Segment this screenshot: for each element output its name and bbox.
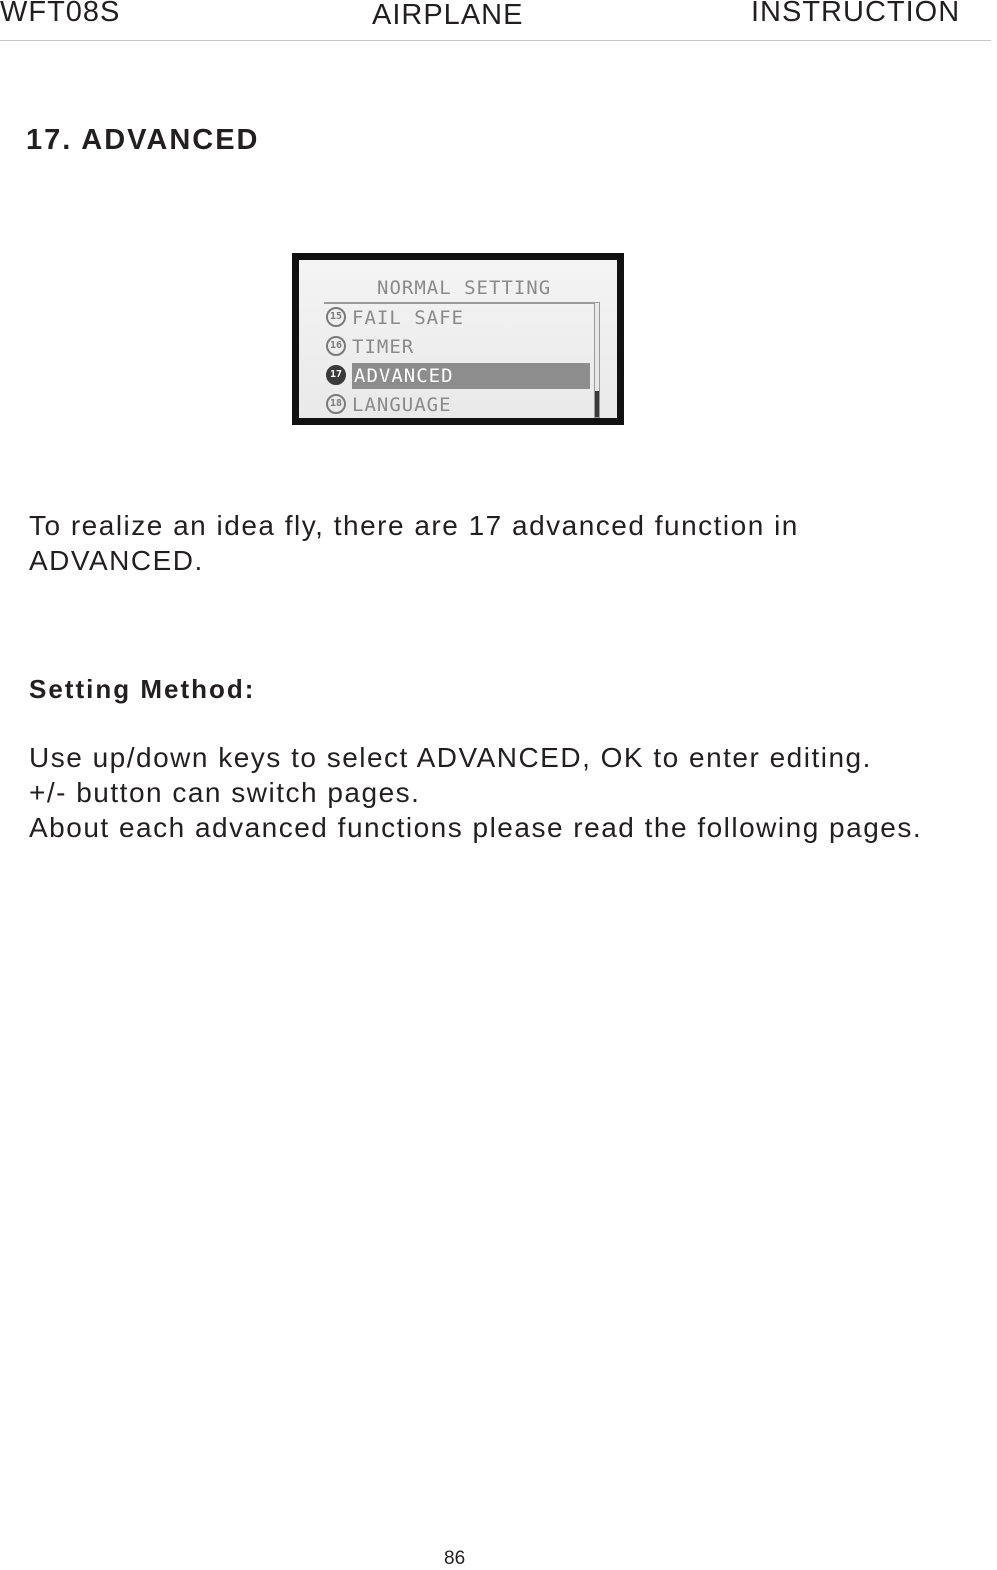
header-type: AIRPLANE	[372, 0, 524, 31]
lcd-menu-item-advanced	[326, 363, 590, 389]
lcd-divider	[324, 302, 600, 304]
step-line-1: Use up/down keys to select ADVANCED, OK to enter editing.	[29, 742, 872, 773]
intro-line-2: ADVANCED.	[29, 545, 204, 576]
lcd-menu-item-label: ADVANCED	[352, 363, 590, 389]
lcd-menu-item-label: FAIL SAFE	[352, 307, 464, 329]
lcd-menu-item-label: LANGUAGE	[352, 394, 452, 416]
item-number-badge: 18	[326, 394, 346, 414]
lcd-menu-item-label: TIMER	[352, 336, 415, 358]
lcd-screen	[292, 253, 624, 425]
intro-paragraph	[29, 508, 799, 578]
setting-method-heading: Setting Method:	[29, 674, 256, 704]
lcd-menu-item-fail-safe	[326, 305, 590, 331]
lcd-scrollbar	[594, 302, 600, 418]
step-line-2: +/- button can switch pages.	[29, 777, 421, 808]
header-doc: INSTRUCTION	[751, 0, 961, 28]
header-model: WFT08S	[0, 0, 121, 28]
lcd-menu-item-language	[326, 392, 590, 418]
item-number-badge: 16	[326, 336, 346, 356]
lcd-display	[299, 260, 617, 418]
item-number-badge: 17	[326, 365, 346, 385]
setting-method-steps	[29, 740, 922, 845]
section-title: 17. ADVANCED	[26, 124, 260, 156]
step-line-3: About each advanced functions please read the following pages.	[29, 812, 923, 843]
lcd-title: NORMAL SETTING	[377, 277, 552, 299]
lcd-menu-item-timer	[326, 334, 590, 360]
lcd-scrollbar-thumb	[595, 391, 599, 417]
page-number: 86	[444, 1548, 466, 1569]
intro-line-1: To realize an idea fly, there are 17 advanced function in	[29, 510, 799, 541]
header-divider	[0, 40, 991, 41]
item-number-badge: 15	[326, 307, 346, 327]
